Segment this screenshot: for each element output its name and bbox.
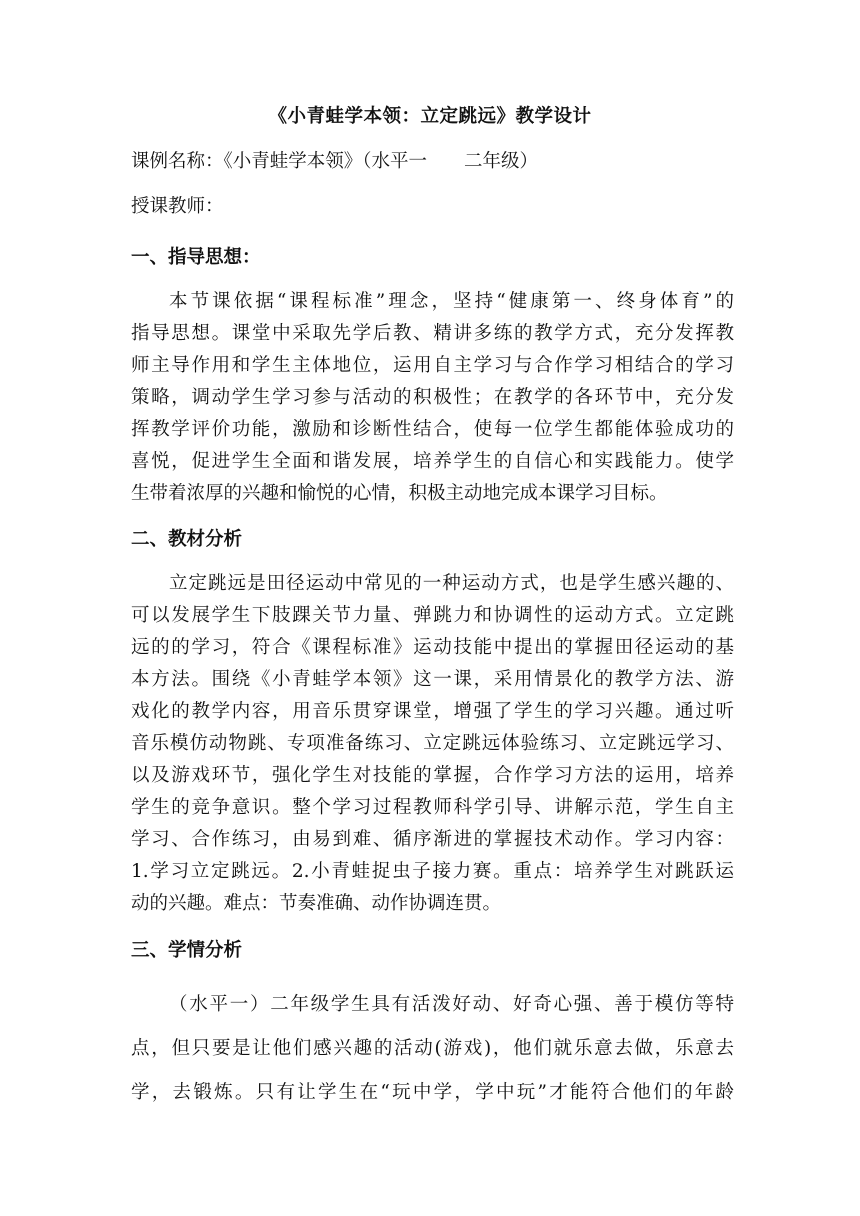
paragraph-line: 戏化的教学内容，用音乐贯穿课堂，增强了学生的学习兴趣。通过听 xyxy=(131,701,734,722)
paragraph-line: 策略，调动学生学习参与活动的积极性；在教学的各环节中，充分发 xyxy=(131,387,734,408)
paragraph-line: 音乐模仿动物跳、专项准备练习、立定跳远体验练习、立定跳远学习、 xyxy=(131,733,734,754)
section-heading-material-analysis: 二、教材分析 xyxy=(131,529,243,550)
section-heading-guiding-thought: 一、指导思想： xyxy=(131,247,261,268)
paragraph-line: 以及游戏环节，强化学生对技能的掌握，合作学习方法的运用，培养 xyxy=(131,765,734,786)
paragraph-line: 可以发展学生下肢踝关节力量、弹跳力和协调性的运动方式。立定跳 xyxy=(131,605,734,626)
section-body-student-analysis xyxy=(131,983,734,1115)
teacher-label: 授课教师： xyxy=(131,196,224,217)
section-body-guiding-thought xyxy=(131,286,734,510)
paragraph-line: 本节课依据“课程标准”理念，坚持“健康第一、终身体育”的 xyxy=(169,291,734,312)
course-name: 课例名称：《小青蛙学本领》（水平一 二年级） xyxy=(131,151,539,172)
paragraph-line: （水平一）二年级学生具有活泼好动、好奇心强、善于模仿等特 xyxy=(169,994,734,1015)
paragraph-line: 指导思想。课堂中采取先学后教、精讲多练的教学方式，充分发挥教 xyxy=(131,323,734,344)
paragraph-line: 学生的竞争意识。整个学习过程教师科学引导、讲解示范，学生自主 xyxy=(131,797,734,818)
paragraph-line: 动的兴趣。难点：节奏准确、动作协调连贯。 xyxy=(131,893,502,914)
paragraph-line: 学习、合作练习，由易到难、循序渐进的掌握技术动作。学习内容： xyxy=(131,829,734,850)
paragraph-line: 学，去锻炼。只有让学生在“玩中学，学中玩”才能符合他们的年龄 xyxy=(131,1082,734,1103)
section-heading-student-analysis: 三、学情分析 xyxy=(131,940,243,961)
paragraph-line: 师主导作用和学生主体地位，运用自主学习与合作学习相结合的学习 xyxy=(131,355,734,376)
paragraph-line: 立定跳远是田径运动中常见的一种运动方式，也是学生感兴趣的、 xyxy=(169,573,734,594)
paragraph-line: 挥教学评价功能，激励和诊断性结合，使每一位学生都能体验成功的 xyxy=(131,419,734,440)
paragraph-line: 生带着浓厚的兴趣和愉悦的心情，积极主动地完成本课学习目标。 xyxy=(131,483,668,504)
paragraph-line: 点，但只要是让他们感兴趣的活动(游戏)，他们就乐意去做，乐意去 xyxy=(131,1038,734,1059)
section-body-material-analysis xyxy=(131,568,734,920)
paragraph-line: 远的的学习，符合《课程标准》运动技能中提出的掌握田径运动的基 xyxy=(131,637,734,658)
paragraph-line: 喜悦，促进学生全面和谐发展，培养学生的自信心和实践能力。使学 xyxy=(131,451,734,472)
paragraph-line: 1.学习立定跳远。2.小青蛙捉虫子接力赛。重点：培养学生对跳跃运 xyxy=(131,861,734,882)
paragraph-line: 本方法。围绕《小青蛙学本领》这一课，采用情景化的教学方法、游 xyxy=(131,669,734,690)
document-title: 《小青蛙学本领：立定跳远》教学设计 xyxy=(268,106,592,127)
